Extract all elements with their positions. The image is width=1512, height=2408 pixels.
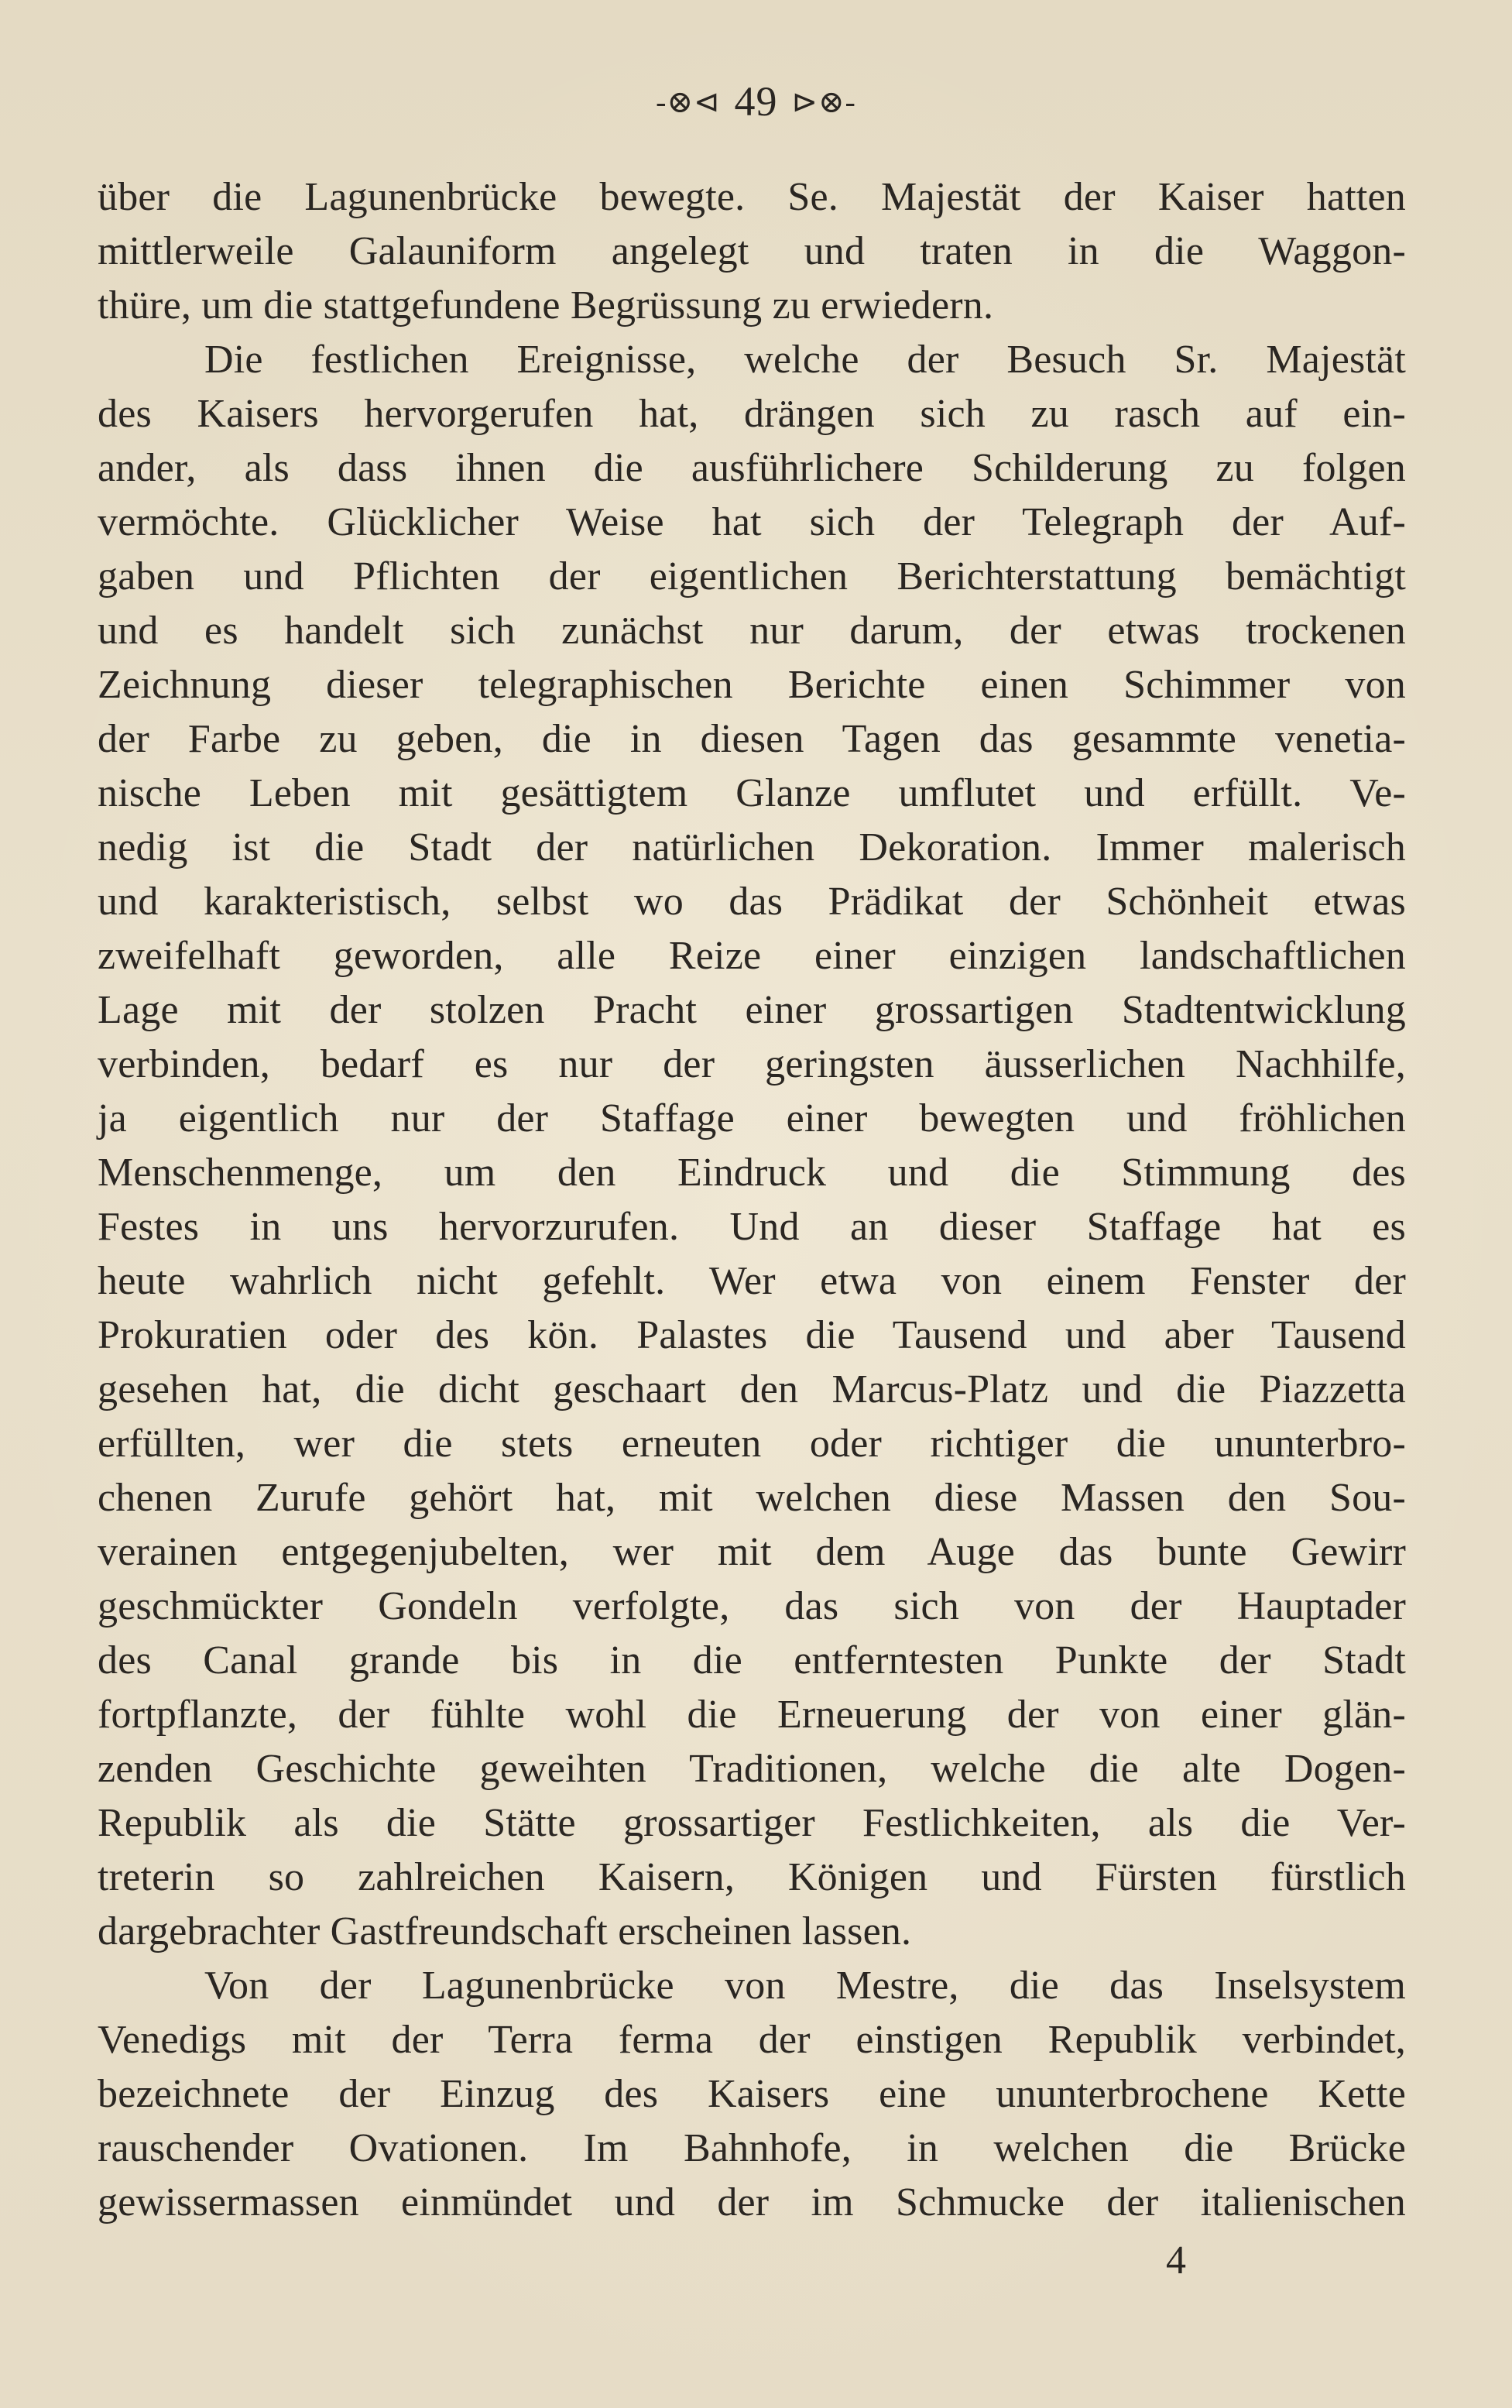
running-head: [0, 76, 1512, 128]
text-line: des Kaisers hervorgerufen hat, drängen sich zu rasch auf ein-: [98, 392, 1406, 436]
text-line: treterin so zahlreichen Kaisern, Königen und Fürsten fürstlich: [98, 1855, 1406, 1899]
text-line: ander, als dass ihnen die ausführlichere Schilderung zu folgen: [98, 446, 1406, 490]
text-line: gesehen hat, die dicht geschaart den Marcus-Platz und die Piazzetta: [98, 1367, 1406, 1412]
text-line: gewissermassen einmündet und der im Schmucke der italienischen: [98, 2180, 1406, 2224]
text-line: chenen Zurufe gehört hat, mit welchen diese Massen den Sou-: [98, 1476, 1406, 1520]
text-line: rauschender Ovationen. Im Bahnhofe, in welchen die Brücke: [98, 2126, 1406, 2170]
text-line: zenden Geschichte geweihten Traditionen, welche die alte Dogen-: [98, 1747, 1406, 1791]
text-line: zweifelhaft geworden, alle Reize einer einzigen landschaftlichen: [98, 934, 1406, 978]
text-line: und es handelt sich zunächst nur darum, der etwas trockenen: [98, 609, 1406, 653]
text-line: Republik als die Stätte grossartiger Festlichkeiten, als die Ver-: [98, 1801, 1406, 1845]
text-line: Venedigs mit der Terra ferma der einstigen Republik verbindet,: [98, 2018, 1406, 2062]
text-line: heute wahrlich nicht gefehlt. Wer etwa von einem Fenster der: [98, 1259, 1406, 1303]
text-line: über die Lagunenbrücke bewegte. Se. Majestät der Kaiser hatten: [98, 175, 1406, 219]
body-text: [98, 170, 1406, 2230]
text-line: und karakteristisch, selbst wo das Prädikat der Schönheit etwas: [98, 880, 1406, 924]
text-line: nische Leben mit gesättigtem Glanze umflutet und erfüllt. Ve-: [98, 771, 1406, 815]
text-line: erfüllten, wer die stets erneuten oder richtiger die ununterbro-: [98, 1422, 1406, 1466]
text-line: der Farbe zu geben, die in diesen Tagen das gesammte venetia-: [98, 717, 1406, 761]
text-line: fortpflanzte, der fühlte wohl die Erneuerung der von einer glän-: [98, 1693, 1406, 1737]
text-line: bezeichnete der Einzug des Kaisers eine ununterbrochene Kette: [98, 2072, 1406, 2116]
text-line: verbinden, bedarf es nur der geringsten äusserlichen Nachhilfe,: [98, 1042, 1406, 1086]
text-line: Festes in uns hervorzurufen. Und an dieser Staffage hat es: [98, 1205, 1406, 1249]
text-line: vermöchte. Glücklicher Weise hat sich der Telegraph der Auf-: [98, 500, 1406, 544]
page-number: 49: [734, 78, 778, 125]
text-line: Die festlichen Ereignisse, welche der Besuch Sr. Majestät: [204, 338, 1406, 382]
text-line: mittlerweile Galauniform angelegt und traten in die Waggon-: [98, 229, 1406, 273]
text-line: ja eigentlich nur der Staffage einer bewegten und fröhlichen: [98, 1096, 1406, 1141]
text-line: Menschenmenge, um den Eindruck und die Stimmung des: [98, 1151, 1406, 1195]
text-line: geschmückter Gondeln verfolgte, das sich von der Hauptader: [98, 1584, 1406, 1628]
right-ornament: ⊳⊗-: [791, 84, 856, 119]
text-line: des Canal grande bis in die entferntesten Punkte der Stadt: [98, 1638, 1406, 1683]
signature-mark: 4: [1166, 2238, 1186, 2283]
left-ornament: -⊗⊲: [656, 84, 721, 119]
text-line: Zeichnung dieser telegraphischen Berichte einen Schimmer von: [98, 663, 1406, 707]
text-line: dargebrachter Gastfreundschaft erscheinen lassen.: [98, 1909, 912, 1953]
text-line: nedig ist die Stadt der natürlichen Dekoration. Immer malerisch: [98, 825, 1406, 870]
text-line: verainen entgegenjubelten, wer mit dem Auge das bunte Gewirr: [98, 1530, 1406, 1574]
text-line: Von der Lagunenbrücke von Mestre, die das Inselsystem: [204, 1964, 1406, 2008]
text-line: Prokuratien oder des kön. Palastes die Tausend und aber Tausend: [98, 1313, 1406, 1357]
text-line: thüre, um die stattgefundene Begrüssung zu erwiedern.: [98, 283, 994, 328]
text-line: Lage mit der stolzen Pracht einer grossartigen Stadtentwicklung: [98, 988, 1406, 1032]
text-line: gaben und Pflichten der eigentlichen Berichterstattung bemächtigt: [98, 554, 1406, 599]
